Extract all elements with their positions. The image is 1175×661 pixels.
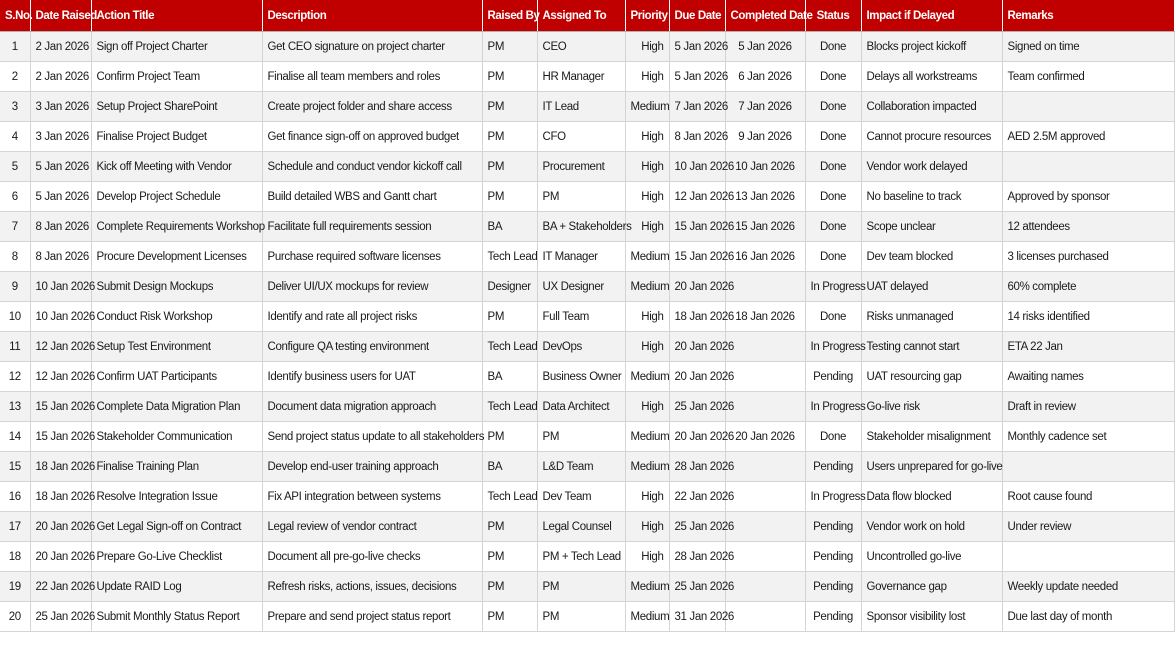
cell-description[interactable]: Document all pre-go-live checks [262,542,482,572]
cell-priority[interactable]: Medium [625,242,669,272]
cell-remarks[interactable]: Draft in review [1002,392,1174,422]
cell-action-title[interactable]: Develop Project Schedule [91,182,262,212]
cell-due-date[interactable]: 20 Jan 2026 [669,362,725,392]
cell-due-date[interactable]: 5 Jan 2026 [669,32,725,62]
cell-description[interactable]: Get finance sign-off on approved budget [262,122,482,152]
cell-action-title[interactable]: Stakeholder Communication [91,422,262,452]
cell-assigned-to[interactable]: PM [537,602,625,632]
cell-date-raised[interactable]: 22 Jan 2026 [30,572,91,602]
cell-action-title[interactable]: Setup Test Environment [91,332,262,362]
cell-description[interactable]: Identify and rate all project risks [262,302,482,332]
cell-status[interactable]: Pending [805,572,861,602]
header-sno[interactable]: S.No. [0,0,30,32]
cell-due-date[interactable]: 12 Jan 2026 [669,182,725,212]
cell-sno[interactable]: 12 [0,362,30,392]
cell-status[interactable]: Pending [805,512,861,542]
cell-raised-by[interactable]: BA [482,212,537,242]
cell-completed-date[interactable]: 15 Jan 2026 [725,212,805,242]
cell-description[interactable]: Document data migration approach [262,392,482,422]
cell-description[interactable]: Send project status update to all stakeholders [262,422,482,452]
cell-assigned-to[interactable]: L&D Team [537,452,625,482]
cell-date-raised[interactable]: 20 Jan 2026 [30,512,91,542]
cell-description[interactable]: Schedule and conduct vendor kickoff call [262,152,482,182]
cell-date-raised[interactable]: 3 Jan 2026 [30,92,91,122]
cell-completed-date[interactable] [725,602,805,632]
cell-sno[interactable]: 4 [0,122,30,152]
table-row[interactable] [0,152,1174,182]
cell-raised-by[interactable]: PM [482,122,537,152]
cell-impact[interactable]: Blocks project kickoff [861,32,1002,62]
cell-due-date[interactable]: 25 Jan 2026 [669,392,725,422]
cell-assigned-to[interactable]: PM + Tech Lead [537,542,625,572]
cell-action-title[interactable]: Kick off Meeting with Vendor [91,152,262,182]
table-row[interactable] [0,242,1174,272]
cell-action-title[interactable]: Complete Data Migration Plan [91,392,262,422]
cell-date-raised[interactable]: 10 Jan 2026 [30,272,91,302]
cell-date-raised[interactable]: 8 Jan 2026 [30,212,91,242]
cell-completed-date[interactable] [725,272,805,302]
cell-impact[interactable]: Scope unclear [861,212,1002,242]
cell-description[interactable]: Fix API integration between systems [262,482,482,512]
table-row[interactable] [0,92,1174,122]
cell-date-raised[interactable]: 10 Jan 2026 [30,302,91,332]
cell-sno[interactable]: 17 [0,512,30,542]
cell-remarks[interactable]: Root cause found [1002,482,1174,512]
cell-completed-date[interactable]: 16 Jan 2026 [725,242,805,272]
cell-description[interactable]: Create project folder and share access [262,92,482,122]
cell-description[interactable]: Facilitate full requirements session [262,212,482,242]
cell-priority[interactable]: Medium [625,452,669,482]
cell-date-raised[interactable]: 15 Jan 2026 [30,422,91,452]
cell-completed-date[interactable]: 7 Jan 2026 [725,92,805,122]
cell-sno[interactable]: 15 [0,452,30,482]
cell-impact[interactable]: Vendor work on hold [861,512,1002,542]
cell-action-title[interactable]: Procure Development Licenses [91,242,262,272]
cell-due-date[interactable]: 10 Jan 2026 [669,152,725,182]
cell-assigned-to[interactable]: HR Manager [537,62,625,92]
cell-priority[interactable]: High [625,122,669,152]
cell-status[interactable]: Done [805,302,861,332]
cell-due-date[interactable]: 20 Jan 2026 [669,332,725,362]
cell-sno[interactable]: 20 [0,602,30,632]
cell-raised-by[interactable]: BA [482,362,537,392]
cell-sno[interactable]: 16 [0,482,30,512]
cell-raised-by[interactable]: Tech Lead [482,332,537,362]
table-row[interactable] [0,332,1174,362]
cell-description[interactable]: Develop end-user training approach [262,452,482,482]
cell-raised-by[interactable]: PM [482,182,537,212]
cell-raised-by[interactable]: PM [482,302,537,332]
cell-action-title[interactable]: Update RAID Log [91,572,262,602]
header-raised-by[interactable]: Raised By [482,0,537,32]
cell-due-date[interactable]: 28 Jan 2026 [669,542,725,572]
cell-completed-date[interactable] [725,572,805,602]
table-row[interactable] [0,482,1174,512]
cell-priority[interactable]: Medium [625,362,669,392]
cell-completed-date[interactable]: 10 Jan 2026 [725,152,805,182]
cell-status[interactable]: Done [805,32,861,62]
table-row[interactable] [0,32,1174,62]
cell-priority[interactable]: Medium [625,572,669,602]
cell-completed-date[interactable]: 20 Jan 2026 [725,422,805,452]
cell-date-raised[interactable]: 3 Jan 2026 [30,122,91,152]
cell-completed-date[interactable]: 13 Jan 2026 [725,182,805,212]
cell-impact[interactable]: Data flow blocked [861,482,1002,512]
cell-due-date[interactable]: 22 Jan 2026 [669,482,725,512]
table-row[interactable] [0,122,1174,152]
cell-completed-date[interactable] [725,542,805,572]
cell-assigned-to[interactable]: UX Designer [537,272,625,302]
cell-raised-by[interactable]: PM [482,32,537,62]
cell-assigned-to[interactable]: PM [537,572,625,602]
table-row[interactable] [0,452,1174,482]
cell-status[interactable]: Done [805,92,861,122]
cell-raised-by[interactable]: Designer [482,272,537,302]
cell-date-raised[interactable]: 18 Jan 2026 [30,482,91,512]
cell-impact[interactable]: Risks unmanaged [861,302,1002,332]
cell-assigned-to[interactable]: BA + Stakeholders [537,212,625,242]
cell-description[interactable]: Prepare and send project status report [262,602,482,632]
cell-raised-by[interactable]: Tech Lead [482,242,537,272]
cell-assigned-to[interactable]: Legal Counsel [537,512,625,542]
cell-priority[interactable]: High [625,152,669,182]
cell-remarks[interactable] [1002,152,1174,182]
cell-due-date[interactable]: 8 Jan 2026 [669,122,725,152]
cell-raised-by[interactable]: PM [482,422,537,452]
header-date-raised[interactable]: Date Raised [30,0,91,32]
cell-raised-by[interactable]: PM [482,512,537,542]
cell-description[interactable]: Get CEO signature on project charter [262,32,482,62]
cell-sno[interactable]: 6 [0,182,30,212]
cell-assigned-to[interactable]: Procurement [537,152,625,182]
cell-description[interactable]: Identify business users for UAT [262,362,482,392]
cell-action-title[interactable]: Finalise Training Plan [91,452,262,482]
cell-assigned-to[interactable]: PM [537,422,625,452]
cell-description[interactable]: Finalise all team members and roles [262,62,482,92]
cell-completed-date[interactable]: 9 Jan 2026 [725,122,805,152]
header-assigned-to[interactable]: Assigned To [537,0,625,32]
cell-status[interactable]: Done [805,62,861,92]
cell-status[interactable]: Pending [805,362,861,392]
cell-remarks[interactable]: Under review [1002,512,1174,542]
cell-date-raised[interactable]: 25 Jan 2026 [30,602,91,632]
cell-action-title[interactable]: Get Legal Sign-off on Contract [91,512,262,542]
header-impact[interactable]: Impact if Delayed [861,0,1002,32]
cell-assigned-to[interactable]: Data Architect [537,392,625,422]
cell-raised-by[interactable]: BA [482,452,537,482]
cell-due-date[interactable]: 31 Jan 2026 [669,602,725,632]
cell-raised-by[interactable]: PM [482,152,537,182]
cell-priority[interactable]: High [625,482,669,512]
header-row [0,0,1174,32]
cell-action-title[interactable]: Confirm UAT Participants [91,362,262,392]
cell-priority[interactable]: High [625,182,669,212]
cell-impact[interactable]: Users unprepared for go-live [861,452,1002,482]
cell-priority[interactable]: High [625,542,669,572]
cell-action-title[interactable]: Conduct Risk Workshop [91,302,262,332]
cell-description[interactable]: Configure QA testing environment [262,332,482,362]
cell-status[interactable]: Done [805,212,861,242]
cell-due-date[interactable]: 15 Jan 2026 [669,242,725,272]
cell-priority[interactable]: Medium [625,602,669,632]
cell-action-title[interactable]: Sign off Project Charter [91,32,262,62]
cell-status[interactable]: Done [805,182,861,212]
cell-impact[interactable]: Cannot procure resources [861,122,1002,152]
cell-assigned-to[interactable]: CFO [537,122,625,152]
cell-remarks[interactable]: 3 licenses purchased [1002,242,1174,272]
cell-date-raised[interactable]: 2 Jan 2026 [30,32,91,62]
cell-status[interactable]: In Progress [805,482,861,512]
cell-priority[interactable]: High [625,392,669,422]
table-row[interactable] [0,362,1174,392]
cell-completed-date[interactable] [725,332,805,362]
cell-assigned-to[interactable]: Full Team [537,302,625,332]
cell-completed-date[interactable]: 6 Jan 2026 [725,62,805,92]
cell-description[interactable]: Deliver UI/UX mockups for review [262,272,482,302]
table-row[interactable] [0,212,1174,242]
cell-status[interactable]: Done [805,122,861,152]
cell-assigned-to[interactable]: IT Manager [537,242,625,272]
cell-priority[interactable]: Medium [625,272,669,302]
cell-sno[interactable]: 1 [0,32,30,62]
cell-raised-by[interactable]: Tech Lead [482,392,537,422]
cell-status[interactable]: Pending [805,452,861,482]
cell-remarks[interactable]: ETA 22 Jan [1002,332,1174,362]
cell-impact[interactable]: Vendor work delayed [861,152,1002,182]
header-action-title[interactable]: Action Title [91,0,262,32]
cell-remarks[interactable]: Monthly cadence set [1002,422,1174,452]
cell-description[interactable]: Legal review of vendor contract [262,512,482,542]
cell-remarks[interactable]: 60% complete [1002,272,1174,302]
cell-sno[interactable]: 2 [0,62,30,92]
cell-completed-date[interactable] [725,482,805,512]
table-row[interactable] [0,422,1174,452]
cell-sno[interactable]: 8 [0,242,30,272]
cell-remarks[interactable]: Signed on time [1002,32,1174,62]
cell-assigned-to[interactable]: DevOps [537,332,625,362]
cell-raised-by[interactable]: PM [482,572,537,602]
cell-sno[interactable]: 9 [0,272,30,302]
cell-status[interactable]: In Progress [805,332,861,362]
cell-priority[interactable]: High [625,302,669,332]
cell-sno[interactable]: 19 [0,572,30,602]
header-remarks[interactable]: Remarks [1002,0,1174,32]
header-completed-date[interactable]: Completed Date [725,0,805,32]
table-row[interactable] [0,572,1174,602]
cell-status[interactable]: In Progress [805,392,861,422]
cell-priority[interactable]: High [625,32,669,62]
cell-action-title[interactable]: Setup Project SharePoint [91,92,262,122]
cell-completed-date[interactable] [725,362,805,392]
cell-date-raised[interactable]: 2 Jan 2026 [30,62,91,92]
cell-impact[interactable]: Testing cannot start [861,332,1002,362]
table-row[interactable] [0,302,1174,332]
cell-remarks[interactable]: Awaiting names [1002,362,1174,392]
cell-impact[interactable]: No baseline to track [861,182,1002,212]
cell-sno[interactable]: 5 [0,152,30,182]
cell-sno[interactable]: 14 [0,422,30,452]
header-description[interactable]: Description [262,0,482,32]
cell-impact[interactable]: Governance gap [861,572,1002,602]
cell-due-date[interactable]: 15 Jan 2026 [669,212,725,242]
cell-date-raised[interactable]: 15 Jan 2026 [30,392,91,422]
cell-due-date[interactable]: 25 Jan 2026 [669,572,725,602]
cell-action-title[interactable]: Submit Design Mockups [91,272,262,302]
table-row[interactable] [0,182,1174,212]
cell-assigned-to[interactable]: Business Owner [537,362,625,392]
table-row[interactable] [0,512,1174,542]
cell-remarks[interactable]: Team confirmed [1002,62,1174,92]
cell-raised-by[interactable]: PM [482,602,537,632]
cell-impact[interactable]: Delays all workstreams [861,62,1002,92]
cell-impact[interactable]: UAT resourcing gap [861,362,1002,392]
cell-priority[interactable]: High [625,332,669,362]
cell-due-date[interactable]: 7 Jan 2026 [669,92,725,122]
cell-date-raised[interactable]: 8 Jan 2026 [30,242,91,272]
cell-due-date[interactable]: 25 Jan 2026 [669,512,725,542]
cell-remarks[interactable] [1002,452,1174,482]
cell-due-date[interactable]: 20 Jan 2026 [669,422,725,452]
table-row[interactable] [0,602,1174,632]
cell-action-title[interactable]: Submit Monthly Status Report [91,602,262,632]
cell-priority[interactable]: High [625,62,669,92]
cell-completed-date[interactable] [725,392,805,422]
cell-remarks[interactable]: 12 attendees [1002,212,1174,242]
cell-due-date[interactable]: 28 Jan 2026 [669,452,725,482]
header-status[interactable]: Status [805,0,861,32]
cell-impact[interactable]: Stakeholder misalignment [861,422,1002,452]
cell-status[interactable]: Pending [805,542,861,572]
cell-date-raised[interactable]: 5 Jan 2026 [30,182,91,212]
cell-action-title[interactable]: Complete Requirements Workshop [91,212,262,242]
cell-assigned-to[interactable]: IT Lead [537,92,625,122]
cell-sno[interactable]: 18 [0,542,30,572]
cell-impact[interactable]: Collaboration impacted [861,92,1002,122]
cell-sno[interactable]: 10 [0,302,30,332]
cell-date-raised[interactable]: 5 Jan 2026 [30,152,91,182]
cell-remarks[interactable]: Due last day of month [1002,602,1174,632]
cell-remarks[interactable] [1002,92,1174,122]
header-priority[interactable]: Priority [625,0,669,32]
cell-date-raised[interactable]: 18 Jan 2026 [30,452,91,482]
cell-date-raised[interactable]: 20 Jan 2026 [30,542,91,572]
cell-raised-by[interactable]: PM [482,542,537,572]
cell-priority[interactable]: High [625,512,669,542]
cell-remarks[interactable]: Weekly update needed [1002,572,1174,602]
cell-description[interactable]: Refresh risks, actions, issues, decisions [262,572,482,602]
cell-due-date[interactable]: 18 Jan 2026 [669,302,725,332]
cell-impact[interactable]: Dev team blocked [861,242,1002,272]
cell-remarks[interactable] [1002,542,1174,572]
cell-action-title[interactable]: Confirm Project Team [91,62,262,92]
table-row[interactable] [0,542,1174,572]
cell-status[interactable]: Done [805,422,861,452]
cell-priority[interactable]: Medium [625,92,669,122]
cell-sno[interactable]: 7 [0,212,30,242]
cell-completed-date[interactable] [725,452,805,482]
cell-status[interactable]: In Progress [805,272,861,302]
cell-due-date[interactable]: 5 Jan 2026 [669,62,725,92]
header-due-date[interactable]: Due Date [669,0,725,32]
cell-priority[interactable]: High [625,212,669,242]
cell-impact[interactable]: Sponsor visibility lost [861,602,1002,632]
cell-description[interactable]: Build detailed WBS and Gantt chart [262,182,482,212]
cell-due-date[interactable]: 20 Jan 2026 [669,272,725,302]
cell-assigned-to[interactable]: PM [537,182,625,212]
cell-priority[interactable]: Medium [625,422,669,452]
cell-remarks[interactable]: Approved by sponsor [1002,182,1174,212]
cell-remarks[interactable]: 14 risks identified [1002,302,1174,332]
cell-description[interactable]: Purchase required software licenses [262,242,482,272]
cell-impact[interactable]: Go-live risk [861,392,1002,422]
cell-sno[interactable]: 13 [0,392,30,422]
cell-raised-by[interactable]: Tech Lead [482,482,537,512]
cell-status[interactable]: Pending [805,602,861,632]
cell-status[interactable]: Done [805,242,861,272]
cell-completed-date[interactable]: 18 Jan 2026 [725,302,805,332]
cell-action-title[interactable]: Prepare Go-Live Checklist [91,542,262,572]
cell-raised-by[interactable]: PM [482,92,537,122]
cell-date-raised[interactable]: 12 Jan 2026 [30,362,91,392]
table-row[interactable] [0,62,1174,92]
table-row[interactable] [0,392,1174,422]
cell-assigned-to[interactable]: Dev Team [537,482,625,512]
table-row[interactable] [0,272,1174,302]
cell-status[interactable]: Done [805,152,861,182]
cell-date-raised[interactable]: 12 Jan 2026 [30,332,91,362]
cell-completed-date[interactable] [725,512,805,542]
cell-completed-date[interactable]: 5 Jan 2026 [725,32,805,62]
cell-impact[interactable]: Uncontrolled go-live [861,542,1002,572]
cell-action-title[interactable]: Finalise Project Budget [91,122,262,152]
cell-assigned-to[interactable]: CEO [537,32,625,62]
cell-sno[interactable]: 11 [0,332,30,362]
cell-impact[interactable]: UAT delayed [861,272,1002,302]
cell-sno[interactable]: 3 [0,92,30,122]
cell-remarks[interactable]: AED 2.5M approved [1002,122,1174,152]
cell-action-title[interactable]: Resolve Integration Issue [91,482,262,512]
cell-raised-by[interactable]: PM [482,62,537,92]
